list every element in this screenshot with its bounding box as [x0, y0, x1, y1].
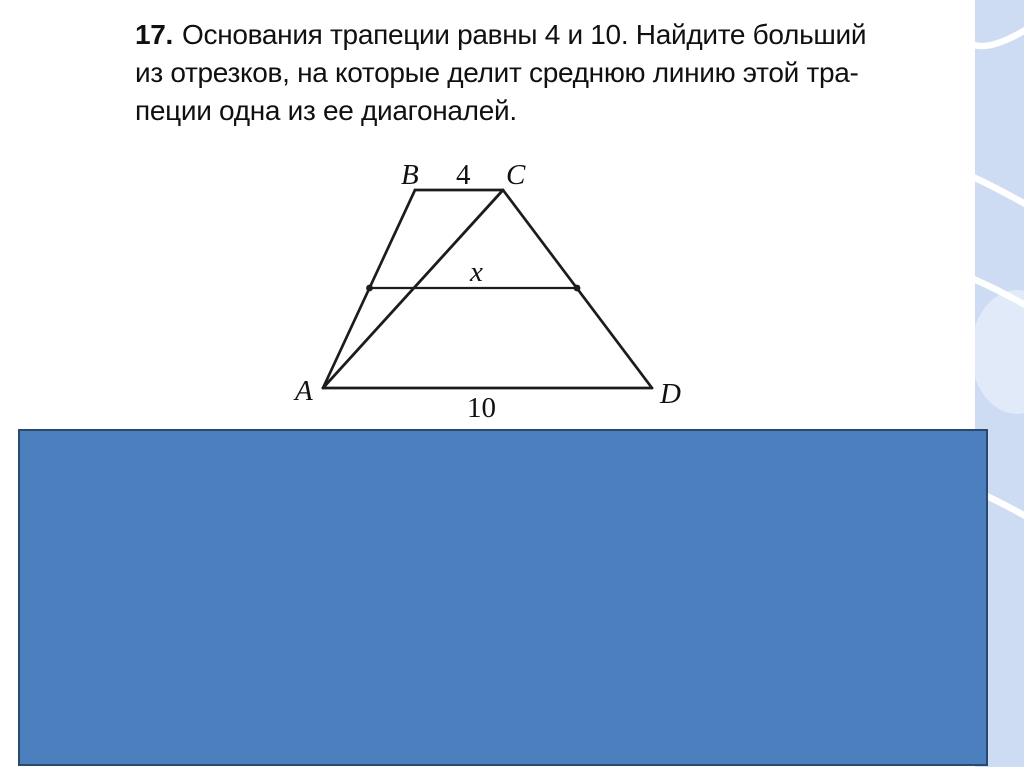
- midline-right-endpoint-dot: [574, 285, 581, 292]
- decor-light-blob: [975, 290, 1024, 414]
- problem-line-2: из отрезков, на которые делит среднюю линию этой тра-: [135, 57, 859, 88]
- midline-length-label: x: [470, 256, 483, 288]
- decor-arc-2: [975, 176, 1024, 205]
- problem-line-3: пеции одна из ее диагоналей.: [135, 95, 517, 126]
- problem-text: [135, 16, 965, 130]
- problem-line-1-text: Основания трапеции равны 4 и 10. Найдите больший: [182, 19, 867, 50]
- vertex-label-a: A: [295, 375, 313, 407]
- vertex-label-d: D: [660, 378, 681, 410]
- problem-number: 17.: [135, 19, 174, 50]
- problem-line-1: [135, 16, 965, 54]
- vertex-label-c: C: [506, 159, 526, 191]
- answer-cover-box: [18, 429, 988, 766]
- vertex-label-b: B: [401, 159, 419, 191]
- trapezoid-figure-svg: [280, 150, 720, 430]
- top-base-length-label: 4: [456, 159, 471, 191]
- bottom-base-length-label: 10: [467, 392, 496, 424]
- midline-left-endpoint-dot: [366, 285, 373, 292]
- decor-arc-top: [975, 29, 1024, 46]
- trapezoid-figure: [280, 150, 720, 430]
